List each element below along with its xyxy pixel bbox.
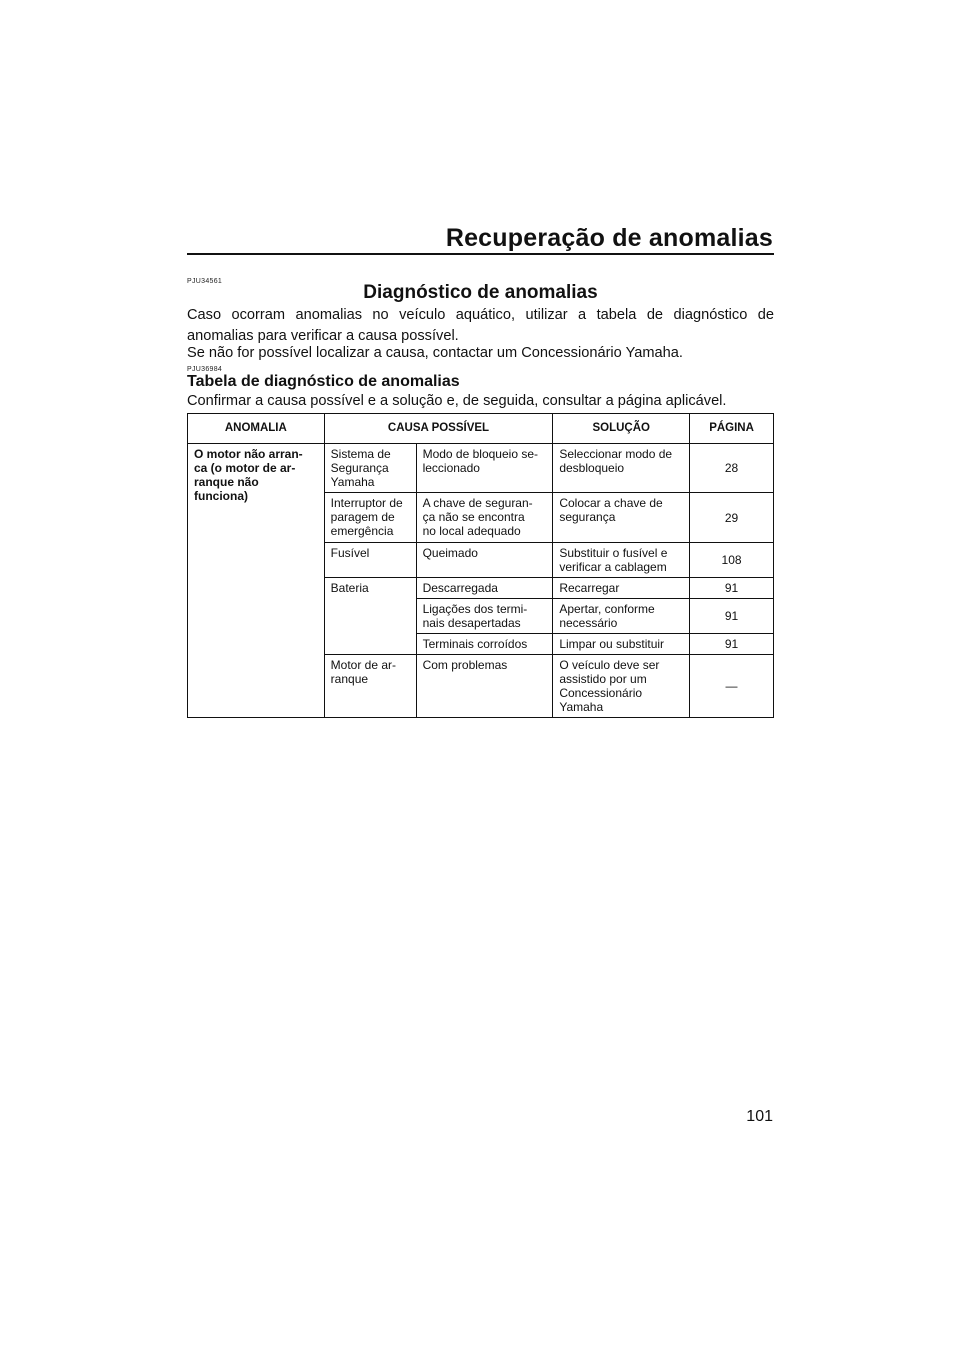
pagina-cell: 91 [690, 578, 774, 599]
subsection-title: Tabela de diagnóstico de anomalias [187, 373, 460, 390]
table-row [188, 444, 774, 493]
section-paragraph-2: Se não for possível localizar a causa, contactar um Concessionário Yamaha. [187, 345, 683, 361]
detalhe-cell: Modo de bloqueio se- leccionado [416, 444, 553, 493]
solucao-cell: Seleccionar modo de desbloqueio [553, 444, 690, 493]
causa-cell: Fusível [324, 543, 416, 578]
solucao-cell: Limpar ou substituir [553, 634, 690, 655]
solucao-cell: Colocar a chave de segurança [553, 493, 690, 543]
subsection-intro: Confirmar a causa possível e a solução e, de seguida, consultar a página aplicável. [187, 393, 727, 409]
detalhe-cell: Descarregada [416, 578, 553, 599]
page-header-title: Recuperação de anomalias [445, 224, 773, 252]
pagina-cell: 91 [690, 599, 774, 634]
causa-cell: Motor de ar- ranque [324, 655, 416, 718]
pagina-cell: 91 [690, 634, 774, 655]
causa-cell: Sistema de Segurança Yamaha [324, 444, 416, 493]
section-title: Diagnóstico de anomalias [363, 282, 598, 303]
section-code: PJU34561 [187, 278, 223, 285]
causa-cell: Interruptor de paragem de emergência [324, 493, 416, 543]
pagina-cell: 108 [690, 543, 774, 578]
causa-cell: Bateria [324, 578, 416, 655]
solucao-cell: Substituir o fusível e verificar a cablagem [553, 543, 690, 578]
anomalia-cell: O motor não arran- ca (o motor de ar- ranque não funciona) [188, 444, 325, 718]
header-causa: CAUSA POSSÍVEL [324, 414, 553, 444]
header-anomalia: ANOMALIA [188, 414, 325, 444]
header-solucao: SOLUÇÃO [553, 414, 690, 444]
solucao-cell: O veículo deve ser assistido por um Concessionário Yamaha [553, 655, 690, 718]
pagina-cell: 29 [690, 493, 774, 543]
troubleshooting-table [187, 413, 774, 718]
subsection-code: PJU36984 [187, 366, 223, 373]
detalhe-cell: A chave de seguran- ça não se encontra no local adequado [416, 493, 553, 543]
pagina-cell: 28 [690, 444, 774, 493]
pagina-cell: — [690, 655, 774, 718]
detalhe-cell: Queimado [416, 543, 553, 578]
solucao-cell: Recarregar [553, 578, 690, 599]
detalhe-cell: Ligações dos termi- nais desapertadas [416, 599, 553, 634]
page-number: 101 [746, 1108, 773, 1125]
solucao-cell: Apertar, conforme necessário [553, 599, 690, 634]
table-header-row [188, 414, 774, 444]
section-paragraph-1: Caso ocorram anomalias no veículo aquático, utilizar a tabela de diagnóstico de anomalias para verificar a causa possível. [187, 307, 774, 344]
detalhe-cell: Com problemas [416, 655, 553, 718]
header-divider [187, 253, 774, 255]
header-pagina: PÁGINA [690, 414, 774, 444]
detalhe-cell: Terminais corroídos [416, 634, 553, 655]
